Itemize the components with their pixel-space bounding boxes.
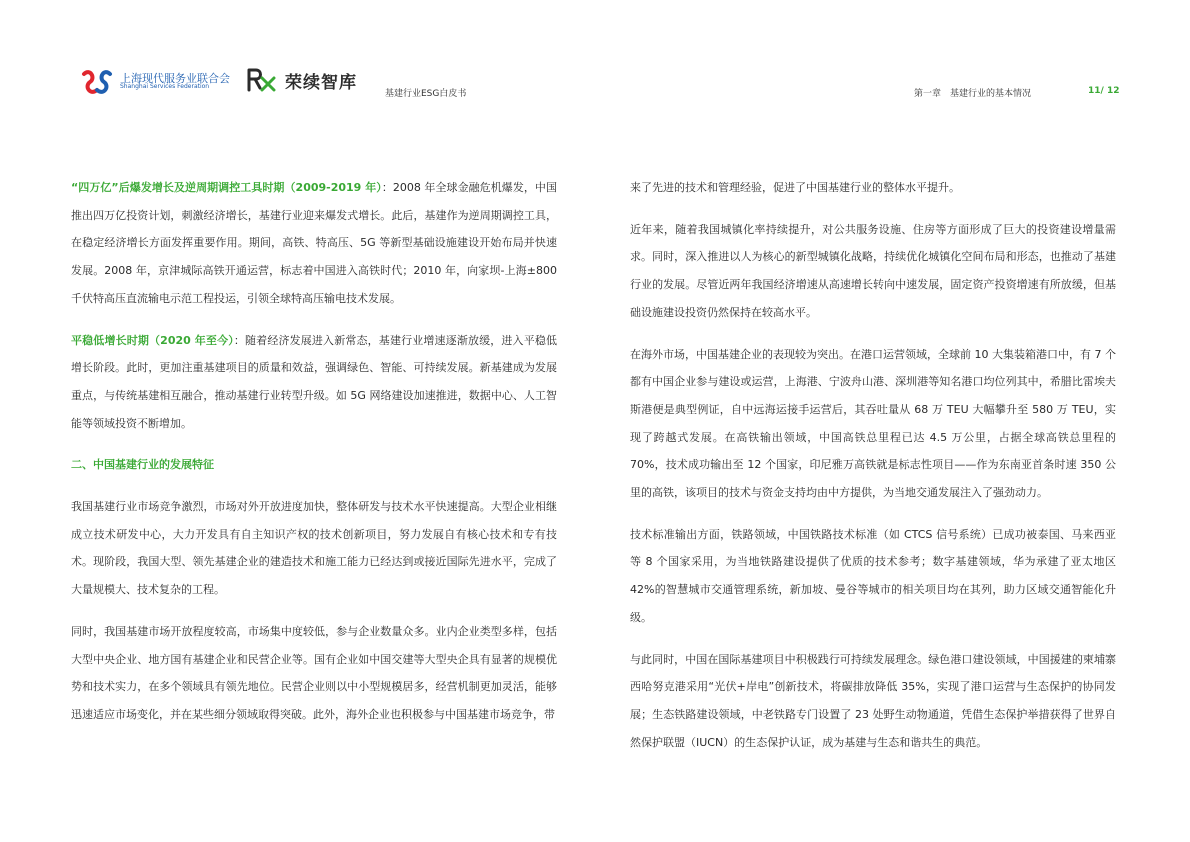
paragraph-body: ：2008 年全球金融危机爆发，中国推出四万亿投资计划，刺激经济增长，基建行业迎来爆发式增长。此后，基建作为逆周期调控工具，在稳定经济增长方面发挥重要作用。期间，高铁、特高压、5G 等新型基础设施建设开始布局并快速发展。2008 年，京津城际高铁开通运营，标志着中国进入高铁时代；2010 年，向家坝-上海±800 千伏特高压直流输电示范工程投运，引领全球特高压输电技术发展。 xyxy=(71,181,557,305)
paragraph-heading: 平稳低增长时期（2020 年至今） xyxy=(71,333,234,347)
paragraph-sustainability: 与此同时，中国在国际基建项目中积极践行可持续发展理念。绿色港口建设领域，中国援建的柬埔寨西哈努克港采用“光伏+岸电”创新技术，将碳排放降低 35%，实现了港口运营与生态保护的协同发展；生态铁路建设领域，中老铁路专门设置了 23 处野生动物通道，凭借生态保护举措获得了世界自然保护联盟（IUCN）的生态保护认证，成为基建与生态和谐共生的典范。 xyxy=(630,652,1116,749)
paragraph-standards-export: 技术标准输出方面，铁路领域，中国铁路技术标准（如 CTCS 信号系统）已成功被泰国、马来西亚等 8 个国家采用，为当地铁路建设提供了优质的技术参考；数字基建领域，华为承建了亚太地区 42%的智慧城市交通管理系统，新加坡、曼谷等城市的相关项目均在其列，助力区域交通智能化升级。 xyxy=(630,527,1116,624)
rx-brand-name: 荣续智库 xyxy=(285,73,357,93)
paragraph-competition: 我国基建行业市场竞争激烈，市场对外开放进度加快，整体研发与技术水平快速提高。大型企业相继成立技术研发中心，大力开发具有自主知识产权的技术创新项目，努力发展自有核心技术和专有技术。现阶段，我国大型、领先基建企业的建造技术和施工能力已经达到或接近国际先进水平，完成了大量规模大、技术复杂的工程。 xyxy=(71,500,557,597)
document-title: 基建行业ESG白皮书 xyxy=(385,89,467,99)
rx-logo-icon xyxy=(246,68,276,92)
paragraph-body: ：随着经济发展进入新常态，基建行业增速逐渐放缓，进入平稳低增长阶段。此时，更加注重基建项目的质量和效益，强调绿色、智能、可持续发展。新基建成为发展重点，与传统基建相互融合，推动基建行业转型升级。如 5G 网络建设加速推进，数据中心、人工智能等领域投资不断增加。 xyxy=(71,333,558,430)
paragraph-overseas-market: 在海外市场，中国基建企业的表现较为突出。在港口运营领域，全球前 10 大集装箱港口中，有 7 个都有中国企业参与建设或运营，上海港、宁波舟山港、深圳港等知名港口均位列其中，希腊比雷埃夫斯港便是典型例证，自中远海运接手运营后，其吞吐量从 68 万 TEU 大幅攀升至 580 万 TEU，实现了跨越式发展。在高铁输出领域，中国高铁总里程已达 4.5 万公里，占据全球高铁总里程的 70%，技术成功输出至 12 个国家，印尼雅万高铁就是标志性项目——作为东南亚首条时速 350 公里的高铁，该项目的技术与资金支持均由中方提供，为当地交通发展注入了强劲动力。 xyxy=(630,347,1116,500)
paragraph-steady-era xyxy=(71,327,557,438)
chapter-title: 第一章 基建行业的基本情况 xyxy=(914,89,1032,99)
right-column xyxy=(630,174,1116,770)
page-number: 11/ 12 xyxy=(1088,86,1120,96)
paragraph-continuation: 来了先进的技术和管理经验，促进了中国基建行业的整体水平提升。 xyxy=(630,181,960,194)
federation-name-cn: 上海现代服务业联合会 xyxy=(120,72,230,85)
page-header xyxy=(0,0,1190,120)
section-title: 二、中国基建行业的发展特征 xyxy=(71,458,214,472)
federation-logo-icon xyxy=(80,68,114,96)
paragraph-stimulus-era xyxy=(71,174,557,313)
paragraph-urbanization: 近年来，随着我国城镇化率持续提升，对公共服务设施、住房等方面形成了巨大的投资建设增量需求。同时，深入推进以人为核心的新型城镇化战略，持续优化城镇化空间布局和形态，也推动了基建行业的发展。尽管近两年我国经济增速从高速增长转向中速发展，固定资产投资增速有所放缓，但基础设施建设投资仍然保持在较高水平。 xyxy=(630,222,1116,319)
federation-name-en: Shanghai Services Federation xyxy=(120,83,210,90)
paragraph-market-openness: 同时，我国基建市场开放程度较高，市场集中度较低，参与企业数量众多。业内企业类型多样，包括大型中央企业、地方国有基建企业和民营企业等。国有企业如中国交建等大型央企具有显著的规模优势和技术实力，在多个领域具有领先地位。民营企业则以中小型规模居多，经营机制更加灵活，能够迅速适应市场变化，并在某些细分领域取得突破。此外，海外企业也积极参与中国基建市场竞争，带 xyxy=(71,624,557,721)
left-column xyxy=(71,174,557,743)
paragraph-heading: “四万亿”后爆发增长及逆周期调控工具时期（2009-2019 年） xyxy=(71,181,382,194)
